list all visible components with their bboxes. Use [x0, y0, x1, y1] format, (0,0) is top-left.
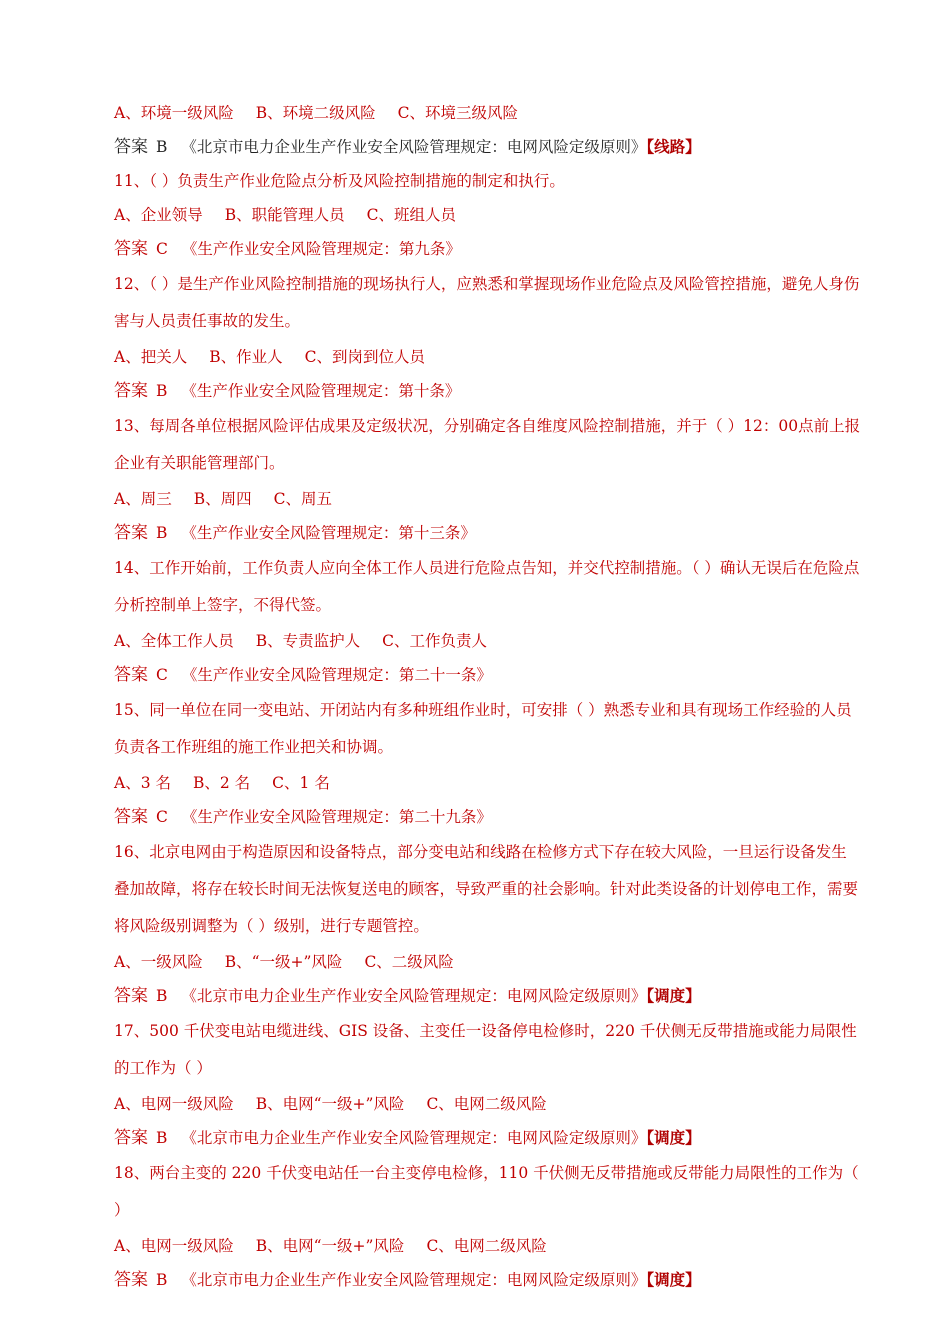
answer-source: 《生产作业安全风险管理规定：第九条》	[181, 240, 461, 258]
answer-label: 答案	[114, 807, 148, 827]
answer-label: 答案	[114, 1128, 148, 1148]
question-options	[114, 624, 862, 658]
option-a: A、一级风险	[114, 953, 203, 971]
answer-letter: B	[156, 524, 168, 542]
answer-label: 答案	[114, 665, 148, 685]
option-b: B、周四	[193, 490, 252, 508]
option-a: A、环境一级风险	[114, 104, 234, 122]
answer-letter: B	[156, 1129, 168, 1147]
option-a: A、企业领导	[114, 206, 203, 224]
answer-source: 《生产作业安全风险管理规定：第二十一条》	[181, 666, 492, 684]
question-answer	[114, 374, 862, 408]
option-c: C、班组人员	[366, 206, 456, 224]
question-text: 13、每周各单位根据风险评估成果及定级状况，分别确定各自维度风险控制措施，并于（ ）12：00点前上报企业有关职能管理部门。	[114, 417, 861, 472]
answer-source: 《北京市电力企业生产作业安全风险管理规定：电网风险定级原则》	[181, 138, 647, 156]
question-options	[114, 1087, 862, 1121]
answer-letter: B	[156, 987, 168, 1005]
option-b: B、“一级+”风险	[224, 953, 343, 971]
option-a: A、电网一级风险	[114, 1237, 234, 1255]
question-item	[114, 164, 862, 266]
question-item	[114, 692, 862, 834]
question-answer	[114, 979, 862, 1013]
question-text: 18、两台主变的 220 千伏变电站任一台主变停电检修，110 千伏侧无反带措施或反带能力局限性的工作为（ ）	[114, 1164, 859, 1219]
option-c: C、二级风险	[364, 953, 454, 971]
question-text: 17、500 千伏变电站电缆进线、GIS 设备、主变任一设备停电检修时，220 千伏侧无反带措施或能力局限性的工作为（ ）	[114, 1022, 857, 1077]
answer-label: 答案	[114, 1270, 148, 1290]
question-options	[114, 482, 862, 516]
option-c: C、电网二级风险	[426, 1095, 547, 1113]
answer-label: 答案	[114, 137, 148, 157]
question-text: 12、（ ）是生产作业风险控制措施的现场执行人，应熟悉和掌握现场作业危险点及风险管控措施，避免人身伤害与人员责任事故的发生。	[114, 275, 860, 330]
answer-source: 《北京市电力企业生产作业安全风险管理规定：电网风险定级原则》	[181, 987, 647, 1005]
question-text: 11、（ ）负责生产作业危险点分析及风险控制措施的制定和执行。	[114, 172, 565, 190]
question-item	[114, 550, 862, 692]
option-a: A、周三	[114, 490, 172, 508]
option-b: B、环境二级风险	[255, 104, 376, 122]
answer-label: 答案	[114, 381, 148, 401]
question-item	[114, 1013, 862, 1155]
option-a: A、3 名	[114, 774, 171, 792]
option-c: C、到岗到位人员	[304, 348, 425, 366]
question-answer	[114, 1263, 862, 1297]
option-b: B、作业人	[209, 348, 283, 366]
intro-options	[114, 96, 862, 130]
answer-letter: B	[156, 138, 168, 156]
option-b: B、电网“一级+”风险	[255, 1237, 405, 1255]
question-item	[114, 1155, 862, 1297]
intro-block	[114, 96, 862, 164]
question-list	[114, 164, 862, 1297]
answer-tag: 【调度】	[646, 1270, 701, 1289]
answer-label: 答案	[114, 239, 148, 259]
option-c: C、周五	[273, 490, 332, 508]
option-b: B、职能管理人员	[224, 206, 345, 224]
question-item	[114, 408, 862, 550]
answer-source: 《生产作业安全风险管理规定：第十条》	[181, 382, 461, 400]
question-item	[114, 834, 862, 1013]
answer-tag: 【调度】	[646, 1128, 701, 1147]
option-b: B、2 名	[192, 774, 251, 792]
question-text: 16、北京电网由于构造原因和设备特点，部分变电站和线路在检修方式下存在较大风险，一旦运行设备发生叠加故障，将存在较长时间无法恢复送电的顾客，导致严重的社会影响。针对此类设备的计划停电工作，需要将风险级别调整为（ ）级别，进行专题管控。	[114, 843, 859, 935]
question-text: 15、同一单位在同一变电站、开闭站内有多种班组作业时，可安排（ ）熟悉专业和具有现场工作经验的人员负责各工作班组的施工作业把关和协调。	[114, 701, 852, 756]
option-b: B、专责监护人	[255, 632, 361, 650]
answer-tag: 【线路】	[646, 137, 701, 156]
question-text: 14、工作开始前，工作负责人应向全体工作人员进行危险点告知，并交代控制措施。（ ）确认无误后在危险点分析控制单上签字，不得代签。	[114, 559, 860, 614]
option-c: C、1 名	[272, 774, 330, 792]
question-answer	[114, 1121, 862, 1155]
question-answer	[114, 658, 862, 692]
answer-source: 《生产作业安全风险管理规定：第二十九条》	[181, 808, 492, 826]
option-c: C、环境三级风险	[397, 104, 518, 122]
question-options	[114, 340, 862, 374]
answer-tag: 【调度】	[646, 986, 701, 1005]
answer-source: 《北京市电力企业生产作业安全风险管理规定：电网风险定级原则》	[181, 1271, 647, 1289]
answer-letter: B	[156, 382, 168, 400]
option-b: B、电网“一级+”风险	[255, 1095, 405, 1113]
question-answer	[114, 800, 862, 834]
option-a: A、电网一级风险	[114, 1095, 234, 1113]
question-options	[114, 1229, 862, 1263]
answer-letter: C	[156, 240, 168, 258]
intro-answer	[114, 130, 862, 164]
option-c: C、工作负责人	[382, 632, 487, 650]
question-options	[114, 198, 862, 232]
question-options	[114, 766, 862, 800]
answer-label: 答案	[114, 523, 148, 543]
question-answer	[114, 232, 862, 266]
option-a: A、全体工作人员	[114, 632, 234, 650]
answer-letter: C	[156, 666, 168, 684]
answer-letter: B	[156, 1271, 168, 1289]
question-answer	[114, 516, 862, 550]
answer-letter: C	[156, 808, 168, 826]
answer-source: 《生产作业安全风险管理规定：第十三条》	[181, 524, 476, 542]
option-c: C、电网二级风险	[426, 1237, 547, 1255]
answer-label: 答案	[114, 986, 148, 1006]
question-item	[114, 266, 862, 408]
answer-source: 《北京市电力企业生产作业安全风险管理规定：电网风险定级原则》	[181, 1129, 647, 1147]
option-a: A、把关人	[114, 348, 188, 366]
question-options	[114, 945, 862, 979]
